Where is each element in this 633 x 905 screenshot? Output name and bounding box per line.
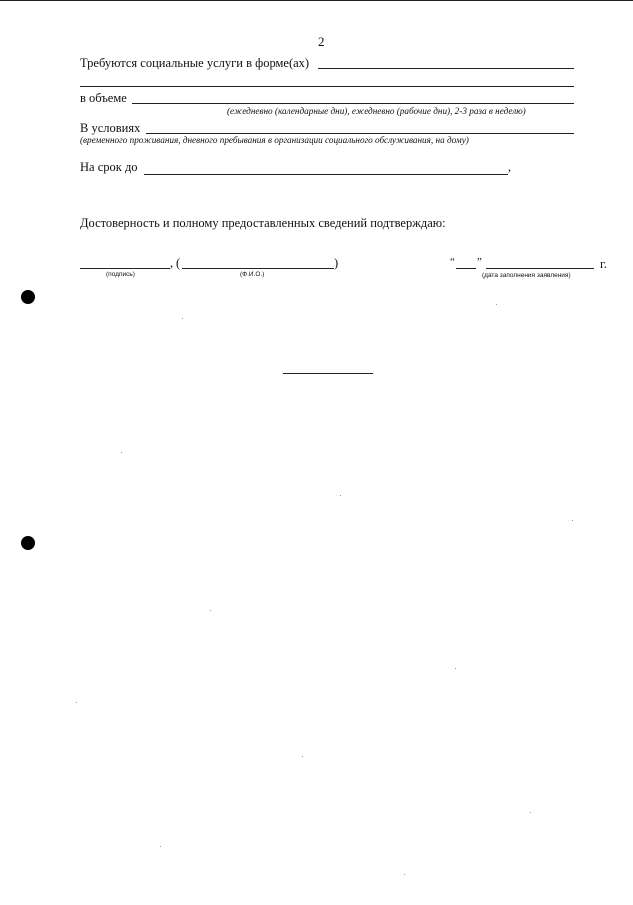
volume-hint: (ежедневно (календарные дни), ежедневно (рабочие дни), 2-3 раза в неделю): [227, 106, 526, 116]
scan-speck: [496, 304, 497, 305]
signature-caption: (подпись): [106, 271, 135, 278]
punch-hole-top: [21, 290, 35, 304]
fio-open-paren: (: [176, 256, 181, 270]
volume-field[interactable]: [132, 103, 574, 104]
punch-hole-bottom: [21, 536, 35, 550]
term-label: На срок до: [80, 160, 138, 174]
page-top-edge: [0, 0, 633, 1]
scan-speck: [182, 318, 183, 319]
scan-speck: [210, 610, 211, 611]
year-suffix: г.: [600, 257, 607, 271]
conditions-field[interactable]: [146, 133, 574, 134]
scan-speck: [302, 756, 303, 757]
separator-line: [283, 373, 373, 374]
term-end-comma: ,: [508, 160, 512, 174]
confirmation-text: Достоверность и полному предоставленных сведений подтверждаю:: [80, 216, 446, 230]
conditions-hint: (временного проживания, дневного пребывания в организации социального обслуживания, на дому): [80, 135, 469, 145]
signature-field[interactable]: [80, 268, 170, 269]
scan-speck: [76, 702, 77, 703]
scan-speck: [160, 846, 161, 847]
scan-speck: [455, 668, 456, 669]
fio-close-paren: ): [334, 256, 339, 270]
scan-speck: [404, 874, 405, 875]
fio-caption: (Ф.И.О.): [240, 271, 265, 278]
signature-comma: ,: [170, 256, 174, 270]
scan-speck: [121, 452, 122, 453]
volume-label: в объеме: [80, 91, 127, 105]
date-day-field[interactable]: [456, 268, 476, 269]
scan-speck: [572, 520, 573, 521]
conditions-label: В условиях: [80, 121, 141, 135]
scan-speck: [530, 812, 531, 813]
term-field[interactable]: [144, 174, 508, 175]
fio-field[interactable]: [182, 268, 334, 269]
services-field-continuation[interactable]: [80, 86, 574, 87]
date-caption: (дата заполнения заявления): [482, 272, 571, 279]
scan-speck: [340, 495, 341, 496]
services-label: Требуются социальные услуги в форме(ах): [80, 56, 310, 70]
date-month-year-field[interactable]: [486, 268, 594, 269]
services-field[interactable]: [318, 68, 574, 69]
date-quote-open: “: [450, 256, 455, 268]
date-quote-close: ”: [477, 256, 482, 268]
page-number: 2: [318, 34, 325, 49]
